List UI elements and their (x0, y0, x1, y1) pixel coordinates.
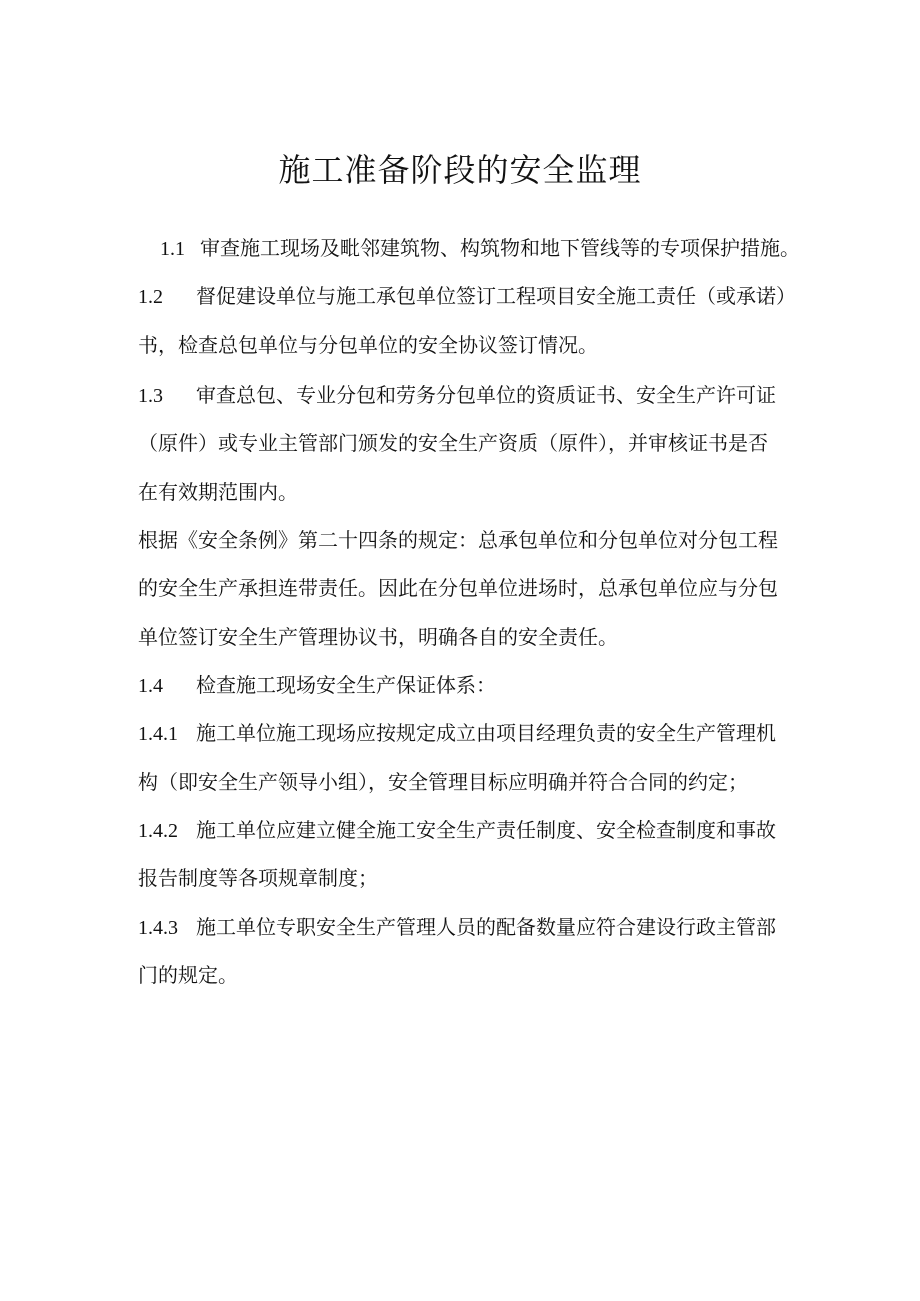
paragraph-text: 门的规定。 (138, 963, 238, 987)
paragraph-line (138, 622, 798, 652)
paragraph-line (138, 428, 798, 458)
paragraph-line (138, 670, 798, 701)
section-number: 1.3 (138, 385, 163, 407)
paragraph-line (138, 525, 798, 555)
paragraph-text: 施工单位应建立健全施工安全生产责任制度、安全检查制度和事故 (196, 818, 776, 842)
paragraph-line (138, 573, 798, 603)
paragraph-text: 根据《安全条例》第二十四条的规定：总承包单位和分包单位对分包工程 (138, 528, 778, 552)
paragraph-text: 书，检查总包单位与分包单位的安全协议签订情况。 (138, 333, 598, 357)
paragraph-text: （原件）或专业主管部门颁发的安全生产资质（原件），并审核证书是否 (138, 431, 768, 455)
paragraph-text: 单位签订安全生产管理协议书，明确各自的安全责任。 (138, 625, 618, 649)
section-number: 1.4 (138, 675, 163, 697)
paragraph-line (138, 718, 798, 749)
paragraph-line (138, 477, 798, 507)
paragraph-line (138, 281, 798, 312)
section-number: 1.4.1 (138, 723, 178, 745)
paragraph-line (138, 767, 798, 797)
paragraph-line (138, 960, 798, 990)
paragraph-line (138, 863, 798, 893)
paragraph-text: 审查施工现场及毗邻建筑物、构筑物和地下管线等的专项保护措施。 (200, 236, 800, 260)
paragraph-text: 构（即安全生产领导小组），安全管理目标应明确并符合合同的约定； (138, 770, 748, 794)
paragraph-text: 的安全生产承担连带责任。因此在分包单位进场时，总承包单位应与分包 (138, 576, 778, 600)
paragraph-text: 督促建设单位与施工承包单位签订工程项目安全施工责任（或承诺） (196, 284, 796, 308)
paragraph-line (160, 233, 820, 264)
paragraph-text: 施工单位专职安全生产管理人员的配备数量应符合建设行政主管部 (196, 915, 776, 939)
section-number: 1.1 (160, 238, 185, 260)
paragraph-line (138, 380, 798, 411)
document-title: 施工准备阶段的安全监理 (278, 151, 642, 189)
paragraph-text: 审查总包、专业分包和劳务分包单位的资质证书、安全生产许可证 (196, 383, 776, 407)
paragraph-text: 在有效期范围内。 (138, 480, 298, 504)
paragraph-text: 检查施工现场安全生产保证体系： (196, 673, 496, 697)
paragraph-line (138, 815, 798, 846)
paragraph-line (138, 330, 798, 360)
section-number: 1.4.3 (138, 917, 178, 939)
section-number: 1.4.2 (138, 820, 178, 842)
paragraph-line (138, 912, 798, 943)
section-number: 1.2 (138, 286, 163, 308)
paragraph-text: 报告制度等各项规章制度； (138, 866, 378, 890)
paragraph-text: 施工单位施工现场应按规定成立由项目经理负责的安全生产管理机 (196, 721, 776, 745)
